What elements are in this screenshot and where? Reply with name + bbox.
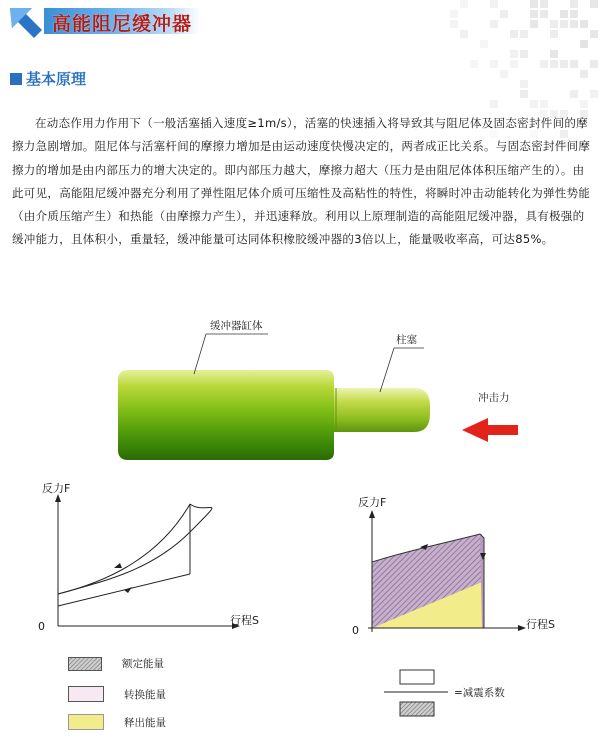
pixel-square [460, 0, 468, 8]
pixel-square [560, 60, 568, 68]
pixel-square [460, 30, 468, 38]
pixel-square [580, 70, 588, 78]
pixel-square [550, 60, 558, 68]
left-ylabel: 反力F [42, 482, 71, 495]
pixel-square [540, 0, 548, 8]
pixel-square [540, 60, 548, 68]
hysteresis-chart-left [38, 482, 259, 636]
pixel-square [550, 20, 558, 28]
cylinder-label: 缓冲器缸体 [210, 320, 263, 332]
pixel-square [550, 30, 558, 38]
pixel-square [480, 40, 488, 48]
pixel-square [580, 40, 588, 48]
buffer-illustration [0, 300, 600, 470]
pixel-square [530, 0, 538, 8]
pixel-square [520, 50, 528, 58]
pixel-square [590, 30, 598, 38]
loading-curve [58, 504, 212, 594]
page-title: 高能阻尼缓冲器 [52, 13, 193, 35]
pixel-square [560, 10, 568, 18]
pixel-square [580, 100, 588, 108]
energy-chart-right [350, 498, 570, 648]
right-xlabel: 行程S [526, 618, 555, 631]
pixel-square [520, 80, 528, 88]
force-arrow [462, 418, 518, 442]
pixel-square [500, 70, 508, 78]
legend-label-converted: 转换能量 [124, 688, 166, 701]
pixel-square [490, 0, 498, 8]
pixel-square [540, 100, 548, 108]
pixel-square [540, 10, 548, 18]
pixel-square [590, 0, 598, 8]
pixel-square [590, 90, 598, 98]
pixel-square [490, 60, 498, 68]
impact-force-label: 冲击力 [478, 392, 510, 404]
pixel-square [450, 20, 458, 28]
section-heading [10, 68, 86, 89]
legend-item-converted [68, 686, 166, 702]
pixel-square [510, 30, 518, 38]
pixel-square [490, 100, 498, 108]
piston-rod [334, 388, 430, 432]
pixel-square [500, 10, 508, 18]
rated-swatch [68, 657, 102, 671]
pixel-square [530, 20, 538, 28]
denominator-swatch [400, 702, 434, 716]
legend-item-released [68, 714, 166, 730]
left-xlabel: 行程S [230, 614, 259, 627]
ratio-fraction [384, 666, 564, 736]
released-swatch [68, 714, 104, 730]
right-ylabel: 反力F [358, 496, 387, 509]
legend-item-rated [68, 656, 164, 671]
cylinder-leader-line [194, 334, 208, 374]
pixel-square [570, 10, 578, 18]
piston-leader-line [380, 348, 424, 392]
square-bullet-icon [10, 73, 22, 85]
left-origin: 0 [38, 620, 45, 633]
cylinder-body [118, 370, 334, 460]
principle-paragraph: 在动态作用力作用下（一般活塞插入速度≥1m/s），活塞的快速插入将导致其与阻尼体及固态密封件间的摩擦力急剧增加。阻尼体与活塞杆间的摩擦力增加是由运动速度快慢决定的，两者成正比关系。与固态密封件间摩擦力的增加是由内部压力的增大决定的。即内部压力越大，摩擦力超大（压力是由阻尼体体积压缩产生的）。由此可见，高能阻尼缓冲器充分利用了弹性阻尼体介质可压缩性及高粘性的特性，将瞬时冲击动能转化为弹性势能（由介质压缩产生）和热能（由摩擦力产生），并迅速释放。利用以上原理制造的高能阻尼缓冲器，具有极强的缓冲能力，且体积小，重量轻，缓冲能量可达同体积橡胶缓冲器的3倍以上，能量吸收率高，可达85%。 [12, 116, 591, 247]
legend-label-rated: 额定能量 [122, 658, 164, 670]
pixel-square [530, 10, 538, 18]
arrow-icon [6, 4, 46, 40]
legend-label-released: 释出能量 [124, 716, 166, 729]
pixel-square [570, 0, 578, 8]
numerator-swatch [400, 670, 434, 684]
right-origin: 0 [352, 624, 359, 637]
piston-label: 柱塞 [396, 334, 417, 346]
buffer-diagram [0, 300, 600, 470]
damping-coefficient-formula [384, 666, 564, 736]
pixel-square [510, 60, 518, 68]
pixel-square [490, 20, 498, 28]
pixel-square [530, 100, 538, 108]
converted-swatch [68, 686, 104, 702]
left-chart-plot [40, 486, 240, 636]
pixel-square [520, 30, 528, 38]
ratio-label: =减震系数 [454, 687, 505, 699]
pixel-square [570, 60, 578, 68]
pixel-square [470, 60, 478, 68]
pixel-square [450, 10, 458, 18]
pixel-square [580, 20, 588, 28]
pixel-square [520, 90, 528, 98]
pixel-square [570, 20, 578, 28]
pixel-square [590, 60, 598, 68]
pixel-square [510, 50, 518, 58]
pixel-square [560, 20, 568, 28]
section-title: 基本原理 [26, 70, 87, 88]
pixel-square [550, 50, 558, 58]
pixel-square [570, 90, 578, 98]
